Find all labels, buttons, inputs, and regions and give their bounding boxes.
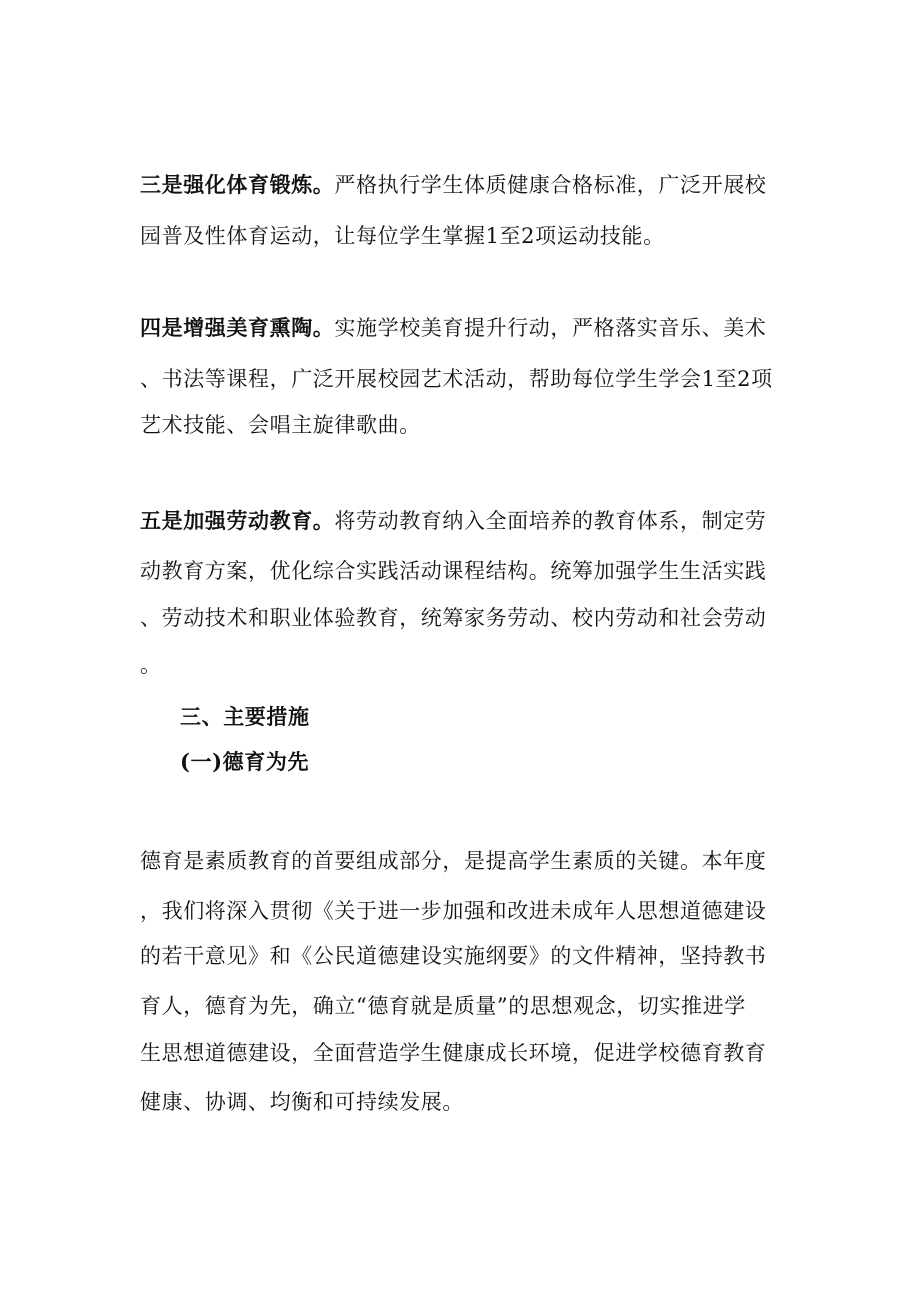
paragraph-labor-text: 将劳动教育纳入全面培养的教育体系，制定劳 (334, 509, 767, 533)
paragraph-sports-lead: 三是强化体育锻炼。 (140, 172, 335, 197)
paragraph-labor-line-2: 动教育方案，优化综合实践活动课程结构。统筹加强学生生活实践 (140, 559, 767, 583)
paragraph-labor-line-4: 。 (140, 653, 162, 677)
heading-main-measures: 三、主要措施 (180, 704, 310, 729)
paragraph-arts-line-3: 艺术技能、会唱主旋律歌曲。 (140, 413, 421, 437)
paragraph-moral-line-6: 健康、协调、均衡和可持续发展。 (140, 1090, 464, 1114)
paragraph-arts-line-2: 、书法等课程，广泛开展校园艺术活动，帮助每位学生学会1至2项 (140, 367, 773, 391)
paragraph-arts-text: 实施学校美育提升行动，严格落实音乐、美术 (334, 316, 767, 340)
paragraph-moral-line-1: 德育是素质教育的首要组成部分，是提高学生素质的关键。本年度 (140, 849, 767, 873)
heading-moral-first: (一)德育为先 (180, 749, 310, 774)
paragraph-sports-text: 严格执行学生体质健康合格标准，广泛开展校 (334, 173, 767, 197)
paragraph-moral-line-5: 生思想道德建设，全面营造学生健康成长环境，促进学校德育教育 (140, 1041, 767, 1065)
paragraph-labor-line-1 (140, 506, 766, 536)
paragraph-arts-line-1 (140, 313, 766, 343)
paragraph-labor-line-3: 、劳动技术和职业体验教育，统筹家务劳动、校内劳动和社会劳动 (140, 606, 767, 630)
paragraph-moral-line-2: ，我们将深入贯彻《关于进一步加强和改进未成年人思想道德建设 (140, 899, 767, 923)
paragraph-sports-line-2: 园普及性体育运动，让每位学生掌握1至2项运动技能。 (140, 224, 665, 248)
paragraph-moral-line-4: 育人，德育为先，确立“德育就是质量”的思想观念，切实推进学 (140, 994, 746, 1018)
paragraph-labor-lead: 五是加强劳动教育。 (140, 508, 335, 533)
paragraph-arts-lead: 四是增强美育熏陶。 (140, 315, 335, 340)
paragraph-sports-line-1 (140, 170, 766, 200)
paragraph-moral-line-3: 的若干意见》和《公民道德建设实施纲要》的文件精神，坚持教书 (140, 944, 767, 968)
